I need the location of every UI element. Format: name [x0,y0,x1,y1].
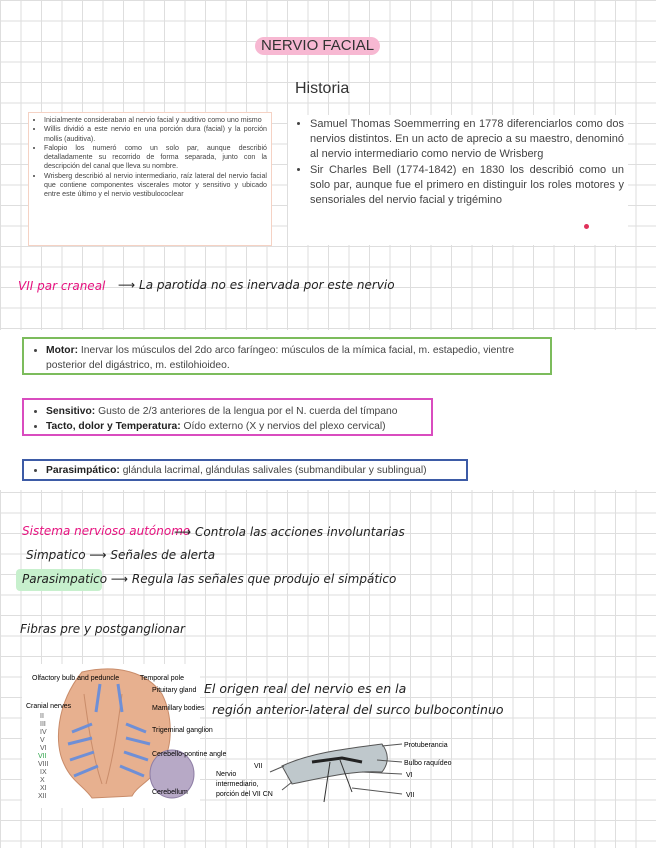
parasimpatico-label: Parasimpático: [46,465,120,476]
numeral-label: VI [40,745,47,752]
motor-label: Motor: [46,345,79,356]
list-item: • Samuel Thomas Soemmerring en 1778 diferenciarlos como dos nervios distintos. En un acto de aprecio a su maestro, denominó al nervio intermediario como nervio de Wrisberg [310,117,624,163]
numeral-label: XII [38,793,47,800]
tacto-label: Tacto, dolor y Temperatura: [46,421,181,432]
list-item [46,463,458,478]
red-dot-mark [584,224,589,229]
numeral-label: X [40,777,45,784]
label-vii-top: VII [254,763,263,770]
label-cerebellum: Cerebellum [152,789,188,796]
label-olfactory: Olfactory bulb and peduncle [32,675,120,682]
numeral-label: VII [38,753,47,760]
label-trigeminal: Trigeminal ganglion [152,727,213,734]
numeral-label: IX [40,769,47,776]
label-protuberancia: Protuberancia [404,742,448,749]
numeral-label: III [40,721,46,728]
numeral-label: II [40,713,44,720]
note-parotida: ⟶ La parotida no es inervada por este nervio [118,278,395,292]
simpatico-note: Simpatico ⟶ Señales de alerta [26,548,216,562]
label-vi: VI [406,772,413,779]
list-item [46,404,423,419]
parasimpatico-note: Parasimpatico ⟶ Regula las señales que produjo el simpático [22,572,397,586]
page-title: NERVIO FACIAL [255,37,380,55]
label-nervio: Nervio [216,771,237,778]
brainstem-svg [212,732,472,812]
label-bulbo: Bulbo raquídeo [404,760,452,767]
numeral-label: IV [40,729,47,736]
list-item [46,343,542,373]
label-cranial: Cranial nerves [26,703,72,710]
label-mamillary: Mamillary bodies [152,705,205,712]
list-item [46,419,423,434]
label-vii-bottom: VII [406,792,415,799]
parasimpatico-box [22,459,468,481]
label-intermediario: intermediario, [216,781,259,788]
list-item: • Willis dividió a este nervio en una porción dura (facial) y la porción mollis (auditiva). [44,125,267,144]
history-left-box [28,112,272,246]
motor-box [22,337,552,375]
label-porcion: porción del VII CN [216,791,273,798]
note-vii-par: VII par craneal [18,279,106,293]
label-temporal: Temporal pole [140,675,184,682]
label-pituitary: Pituitary gland [152,687,197,694]
sna-description: ⟶ Controla las acciones involuntarias [174,525,405,539]
sensitivo-text: Gusto de 2/3 anteriores de la lengua por el N. cuerda del tímpano [95,406,398,417]
history-right-box [288,115,628,245]
origen-line-2: región anterior-lateral del surco bulbocontinuo [212,702,504,717]
numeral-label: VIII [38,761,49,768]
origen-line-1: El origen real del nervio es en la [204,681,407,696]
list-item: • Sir Charles Bell (1774-1842) en 1830 los describió como un solo par, aunque fue el primero en distinguir los roles motores y sensoriales del nervio facial y trigémino [310,163,624,209]
motor-text: Inervar los músculos del 2do arco faríngeo: músculos de la mímica facial, m. estapedio, vientre posterior del digástrico, m. estilohioideo. [46,345,515,371]
tacto-text: Oído externo (X y nervios del plexo cervical) [180,421,386,432]
sensitivo-box [22,398,433,436]
brainstem-diagram [212,732,472,812]
numeral-label: XI [40,785,47,792]
sensitivo-label: Sensitivo: [46,406,96,417]
label-cerebello: Cerebello-pontine angle [152,751,227,758]
parasimpatico-text: glándula lacrimal, glándulas salivales (submandibular y sublingual) [119,465,427,476]
section-subtitle: Historia [295,80,350,97]
numeral-label: V [40,737,45,744]
list-item: • Falopio los numeró como un solo par, aunque describió detalladamente su recorrido de forma separada, junto con la descripción del canal que lleva su nombre. [44,144,267,172]
sna-title: Sistema nervioso autónomo [22,524,191,538]
list-item: • Inicialmente consideraban al nervio facial y auditivo como uno mismo [44,116,267,125]
list-item: • Wrisberg describió al nervio intermediario, raíz lateral del nervio facial que contiene componentes viscerales motor y sensitivo y ubicado entre este último y el nervio vestibulococlear [44,172,267,200]
fibras-note: Fibras pre y postganglionar [20,622,185,636]
